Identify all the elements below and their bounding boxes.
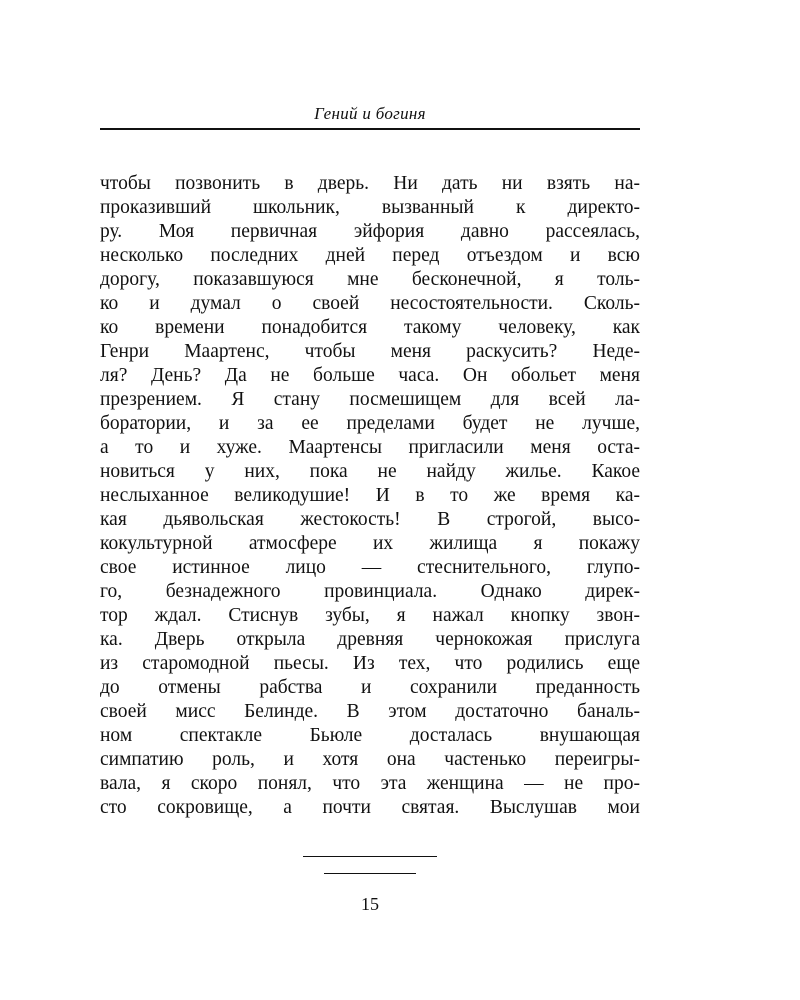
text-line: а то и хуже. Маартенсы пригласили меня оста- [100,437,640,458]
footer-rule-short [324,873,416,874]
text-line: ном спектакле Бьюле досталась внушающая [100,725,640,746]
text-line: тор ждал. Стиснув зубы, я нажал кнопку звон- [100,605,640,626]
header-rule [100,128,640,130]
text-line: ля? День? Да не больше часа. Он обольет меня [100,365,640,386]
text-line: дорогу, показавшуюся мне бесконечной, я толь- [100,269,640,290]
text-line: проказивший школьник, вызванный к директо- [100,197,640,218]
text-line: неслыханное великодушие! И в то же время ка- [100,485,640,506]
body-text [100,172,640,820]
text-line: своей мисс Белинде. В этом достаточно баналь- [100,701,640,722]
text-line: до отмены рабства и сохранили преданность [100,677,640,698]
text-line: го, безнадежного провинциала. Однако дирек- [100,581,640,602]
text-line: кокультурной атмосфере их жилища я покажу [100,533,640,554]
text-line: ко и думал о своей несостоятельности. Сколь- [100,293,640,314]
text-line: из старомодной пьесы. Из тех, что родились еще [100,653,640,674]
text-line: свое истинное лицо — стеснительного, глупо- [100,557,640,578]
text-line: сто сокровище, а почти святая. Выслушав мои [100,797,640,818]
text-line: боратории, и за ее пределами будет не лучше, [100,413,640,434]
text-line: несколько последних дней перед отъездом и всю [100,245,640,266]
text-line: симпатию роль, и хотя она частенько переигры- [100,749,640,770]
text-line: Генри Маартенс, чтобы меня раскусить? Неде- [100,341,640,362]
text-line: кая дьявольская жестокость! В строгой, высо- [100,509,640,530]
text-line: ру. Моя первичная эйфория давно рассеялась, [100,221,640,242]
text-line: вала, я скоро понял, что эта женщина — не про- [100,773,640,794]
text-line: ка. Дверь открыла древняя чернокожая прислуга [100,629,640,650]
text-line: презрением. Я стану посмешищем для всей ла- [100,389,640,410]
text-line: чтобы позвонить в дверь. Ни дать ни взять на- [100,173,640,194]
page-number: 15 [361,894,379,914]
footer-rule-long [303,856,437,857]
text-line: ко времени понадобится такому человеку, как [100,317,640,338]
running-head: Гений и богиня [314,104,426,123]
text-line: новиться у них, пока не найду жилье. Какое [100,461,640,482]
